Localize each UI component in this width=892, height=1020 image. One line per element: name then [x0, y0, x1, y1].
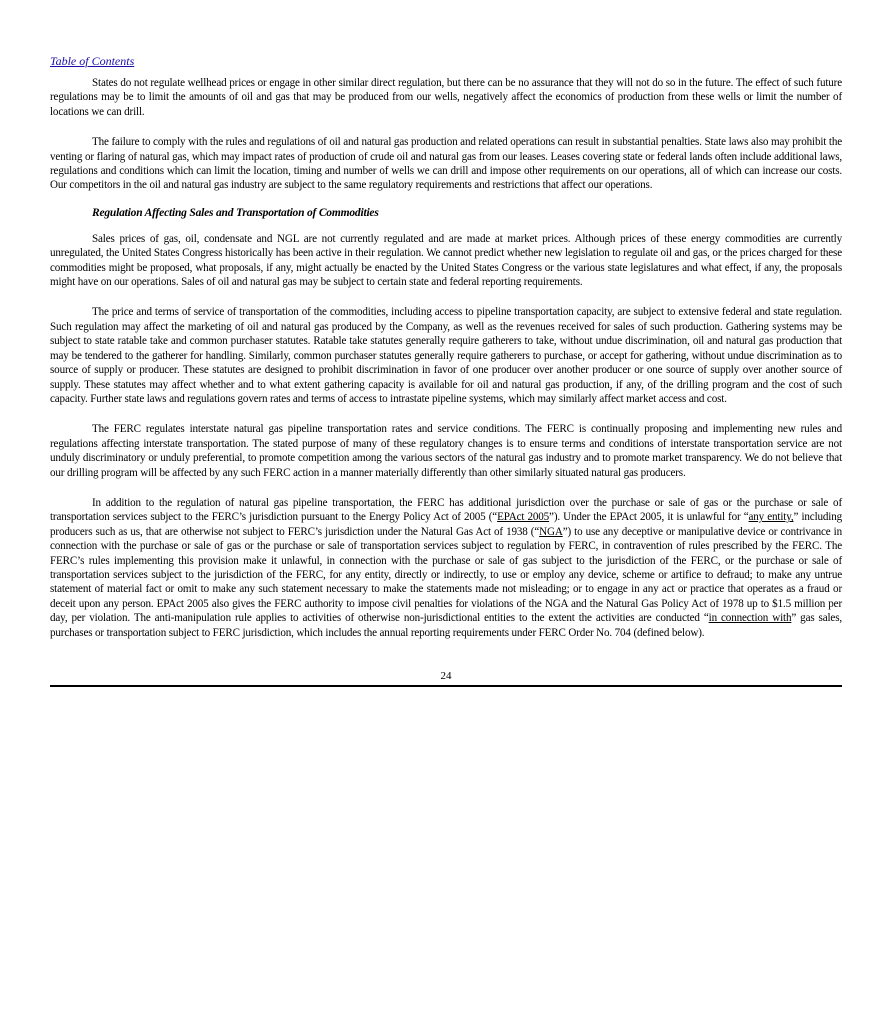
- footer-rule: [50, 685, 842, 687]
- any-entity-term: any entity,: [748, 511, 794, 524]
- text-segment: ”) to use any deceptive or manipulative device or contrivance in connection with the purchase or sale of gas or the purchase or sale of transportation services subject to regulation by FERC, in contravention of rules prescribed by the FERC. The FERC’s rules implementing this provision make it unlawful, in connection with the purchase or sale of gas subject to the jurisdiction of the FERC, or the purchase or sale of transportation services subject to the jurisdiction of the FERC, for any entity, directly or indirectly, to use or employ any device, scheme or artifice to defraud; to make any untrue statement of material fact or omit to make any such statement necessary to make the statements made not misleading; or to engage in any act or practice that operates as a fraud or deceit upon any person. EPAct 2005 also gives the FERC authority to impose civil penalties for violations of the NGA and the Natural Gas Policy Act of 1978 up to $1.5 million per day, per violation. The anti-manipulation rule applies to activities of otherwise non-jurisdictional entities to the extent the activities are conducted “: [50, 525, 842, 625]
- epact-2005-term: EPAct 2005: [497, 511, 550, 524]
- paragraph-ferc-regulation: The FERC regulates interstate natural gas pipeline transportation rates and service conditions. The FERC is continually proposing and implementing new rules and regulations affecting interstate transportation. The stated purpose of many of these regulatory changes is to ensure terms and conditions of interstate transportation service are not unduly discriminatory or unduly preferential, to promote competition among the various sectors of the natural gas industry and to promote market transparency. We do not believe that our drilling program will be affected by any such FERC action in a manner materially differently than other similarly situated natural gas producers.: [50, 423, 842, 479]
- text-segment: ” including producers such as us, that are otherwise not subject to FERC’s jurisdiction under the Natural Gas Act of 1938 (“: [50, 511, 843, 538]
- text-segment: In addition to the regulation of natural gas pipeline transportation, the FERC has additional jurisdiction over the purchase or sale of gas or the purchase or sale of transportation services subject to the FERC’s jurisdiction pursuant to the Energy Policy Act of 2005 (“: [50, 496, 842, 524]
- nga-term: NGA: [539, 525, 563, 538]
- text-segment: ”). Under the EPAct 2005, it is unlawful for “: [549, 511, 749, 524]
- paragraph-compliance-penalties: The failure to comply with the rules and regulations of oil and natural gas production and related operations can result in substantial penalties. State laws also may prohibit the venting or flaring of natural gas, which may impact rates of production of crude oil and natural gas from our leases. Leases covering state or federal lands often include additional laws, regulations and conditions which can limit the location, timing and number of wells we can drill and impose other requirements on our operations, all of which can increase our costs. Our competitors in the oil and natural gas industry are subject to the same regulatory requirements and restrictions that affect our operations.: [50, 136, 842, 192]
- section-heading: Regulation Affecting Sales and Transportation of Commodities: [92, 206, 379, 219]
- paragraph-ferc-jurisdiction: [50, 496, 842, 640]
- text-segment: ” gas sales, purchases or transportation subject to FERC jurisdiction, which includes the annual reporting requirements under FERC Order No. 704 (defined below).: [50, 612, 842, 639]
- paragraph-wellhead-prices: States do not regulate wellhead prices or engage in other similar direct regulation, but there can be no assurance that they will not do so in the future. The effect of such future regulations may be to limit the amounts of oil and gas that may be produced from our wells, negatively affect the economics of production from these wells or limit the number of locations we can drill.: [50, 77, 842, 118]
- paragraph-sales-prices: Sales prices of gas, oil, condensate and NGL are not currently regulated and are made at market prices. Although prices of these energy commodities are currently unregulated, the United States Congress historically has been active in their regulation. We cannot predict whether new legislation to regulate oil and gas, or the prices charged for these commodities might be proposed, what proposals, if any, might actually be enacted by the United States Congress or the various state legislatures and what effect, if any, the proposals might have on our operations. Sales of oil and natural gas may be subject to certain state and federal reporting requirements.: [50, 232, 842, 289]
- table-of-contents-link[interactable]: Table of Contents: [50, 54, 135, 68]
- in-connection-with-term: in connection with: [708, 612, 792, 625]
- paragraph-transportation-terms: The price and terms of service of transportation of the commodities, including access to pipeline transportation capacity, are subject to extensive federal and state regulation. Such regulation may affect the marketing of oil and natural gas produced by the Company, as well as the revenues received for sales of such production. Gathering systems may be subject to state ratable take and common purchaser statutes. Ratable take statutes generally require gatherers to take, without undue discrimination, oil and natural gas production that may be tendered to the gatherer for handling. Similarly, common purchaser statutes generally require gatherers to purchase, or accept for gathering, without undue discrimination as to source of supply or producer. These statutes are designed to prohibit discrimination in favor of one producer over another producer or one source of supply over another source of supply. These statutes may affect whether and to what extent gathering capacity is available for oil and natural gas production, if any, of the drilling program and the cost of such capacity. Further state laws and regulations govern rates and terms of access to intrastate pipeline systems, which may similarly affect market access and cost.: [50, 306, 842, 405]
- document-page: [50, 52, 842, 687]
- page-number: 24: [440, 670, 452, 682]
